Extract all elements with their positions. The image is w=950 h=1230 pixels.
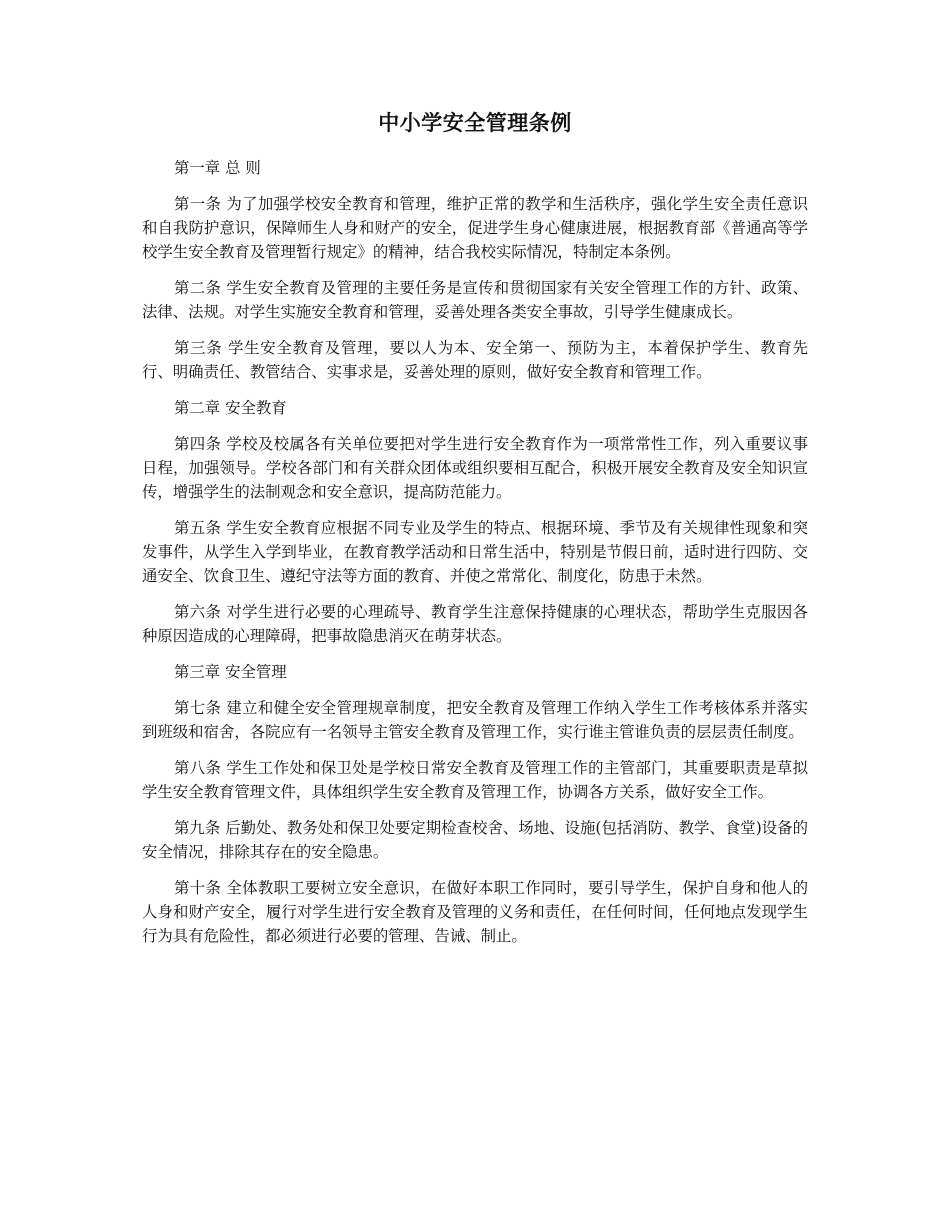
article-paragraph: 第四条 学校及校属各有关单位要把对学生进行安全教育作为一项常常性工作，列入重要议事日程，加强领导。学校各部门和有关群众团体或组织要相互配合，积极开展安全教育及安全知识宣传，增强学生的法制观念和安全意识，提高防范能力。 bbox=[142, 435, 808, 501]
article-paragraph: 第三条 学生安全教育及管理，要以人为本、安全第一、预防为主，本着保护学生、教育先行、明确责任、教管结合、实事求是，妥善处理的原则，做好安全教育和管理工作。 bbox=[142, 339, 808, 381]
article-paragraph: 第五条 学生安全教育应根据不同专业及学生的特点、根据环境、季节及有关规律性现象和突发事件，从学生入学到毕业，在教育教学活动和日常生活中，特别是节假日前，适时进行四防、交通安全、饮食卫生、遵纪守法等方面的教育、并使之常常化、制度化，防患于未然。 bbox=[142, 519, 808, 585]
document-title: 中小学安全管理条例 bbox=[378, 111, 572, 135]
article-paragraph: 第二条 学生安全教育及管理的主要任务是宣传和贯彻国家有关安全管理工作的方针、政策、法律、法规。对学生实施安全教育和管理，妥善处理各类安全事故，引导学生健康成长。 bbox=[142, 279, 808, 321]
article-paragraph: 第一条 为了加强学校安全教育和管理，维护正常的教学和生活秩序，强化学生安全责任意识和自我防护意识，保障师生人身和财产的安全，促进学生身心健康进展，根据教育部《普通高等学校学生安全教育及管理暂行规定》的精神，结合我校实际情况，特制定本条例。 bbox=[142, 195, 808, 261]
chapter-heading: 第二章 安全教育 bbox=[174, 399, 287, 417]
document-page bbox=[142, 108, 808, 960]
article-paragraph: 第六条 对学生进行必要的心理疏导、教育学生注意保持健康的心理状态，帮助学生克服因各种原因造成的心理障碍，把事故隐患消灭在萌芽状态。 bbox=[142, 603, 808, 645]
article-paragraph: 第十条 全体教职工要树立安全意识，在做好本职工作同时，要引导学生，保护自身和他人的人身和财产安全，履行对学生进行安全教育及管理的义务和责任，在任何时间，任何地点发现学生行为具有危险性，都必须进行必要的管理、告诫、制止。 bbox=[142, 879, 808, 945]
article-paragraph: 第九条 后勤处、教务处和保卫处要定期检查校舍、场地、设施(包括消防、教学、食堂)设备的安全情况，排除其存在的安全隐患。 bbox=[142, 819, 808, 861]
article-paragraph: 第八条 学生工作处和保卫处是学校日常安全教育及管理工作的主管部门，其重要职责是草拟学生安全教育管理文件，具体组织学生安全教育及管理工作，协调各方关系，做好安全工作。 bbox=[142, 759, 808, 801]
chapter-heading: 第三章 安全管理 bbox=[174, 663, 287, 681]
article-paragraph: 第七条 建立和健全安全管理规章制度，把安全教育及管理工作纳入学生工作考核体系并落实到班级和宿舍，各院应有一名领导主管安全教育及管理工作，实行谁主管谁负责的层层责任制度。 bbox=[142, 699, 808, 741]
chapter-heading: 第一章 总 则 bbox=[174, 159, 261, 177]
